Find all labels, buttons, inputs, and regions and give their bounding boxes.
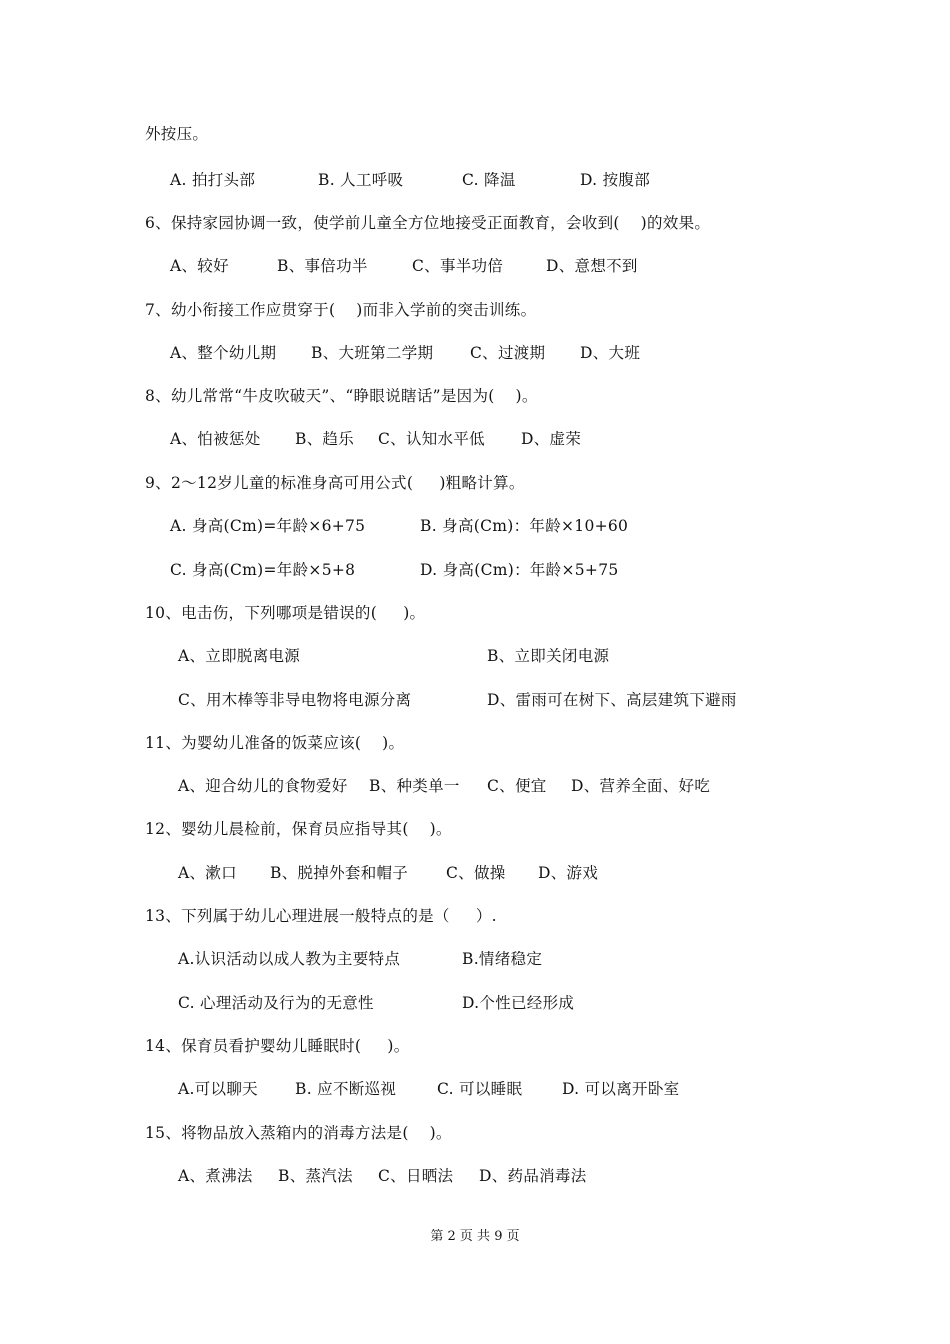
option-d: D.个性已经形成 [462, 994, 575, 1012]
option-a: A、怕被惩处 [170, 430, 261, 448]
option-b: B、蒸汽法 [278, 1167, 353, 1185]
option-b: B、大班第二学期 [311, 344, 434, 362]
option-c: C. 心理活动及行为的无意性 [178, 994, 374, 1012]
option-a: A、立即脱离电源 [178, 647, 301, 665]
question-continuation: 外按压。 [145, 125, 209, 143]
option-c: C. 可以睡眠 [437, 1080, 523, 1098]
option-d: D、药品消毒法 [479, 1167, 587, 1185]
option-c: C、认知水平低 [378, 430, 485, 448]
option-a: A、迎合幼儿的食物爱好 [178, 777, 348, 795]
option-c: C、用木棒等非导电物将电源分离 [178, 691, 412, 709]
option-d: D、营养全面、好吃 [571, 777, 711, 795]
q5-option-b: B. 人工呼吸 [318, 171, 404, 189]
option-b: B. 身高(Cm)：年龄×10+60 [420, 517, 629, 535]
option-d: D、虚荣 [521, 430, 582, 448]
option-b: B、事倍功半 [277, 257, 368, 275]
option-a: A. 身高(Cm)=年龄×6+75 [170, 517, 366, 535]
option-b: B、趋乐 [295, 430, 355, 448]
q5-option-c: C. 降温 [462, 171, 516, 189]
option-b: B.情绪稳定 [462, 950, 543, 968]
question-stem: 15、将物品放入蒸箱内的消毒方法是( )。 [145, 1124, 452, 1142]
option-a: A、较好 [170, 257, 229, 275]
page-number-footer: 第 2 页 共 9 页 [430, 1229, 520, 1244]
option-d: D、意想不到 [546, 257, 638, 275]
option-a: A.可以聊天 [178, 1080, 258, 1098]
option-c: C、日晒法 [378, 1167, 454, 1185]
question-stem: 10、电击伤，下列哪项是错误的( )。 [145, 604, 426, 622]
option-a: A、整个幼儿期 [170, 344, 277, 362]
question-stem: 14、保育员看护婴幼儿睡眠时( )。 [145, 1037, 410, 1055]
question-stem: 13、下列属于幼儿心理进展一般特点的是（ ）. [145, 907, 497, 925]
question-stem: 9、2～12岁儿童的标准身高可用公式( )粗略计算。 [145, 474, 525, 492]
option-d: D. 可以离开卧室 [562, 1080, 680, 1098]
option-c: C. 身高(Cm)=年龄×5+8 [170, 561, 356, 579]
option-c: C、过渡期 [470, 344, 546, 362]
option-b: B、种类单一 [369, 777, 460, 795]
option-c: C、做操 [446, 864, 506, 882]
option-b: B. 应不断巡视 [295, 1080, 397, 1098]
question-stem: 6、保持家园协调一致，使学前儿童全方位地接受正面教育，会收到( )的效果。 [145, 214, 711, 232]
option-d: D、游戏 [538, 864, 599, 882]
option-d: D、大班 [580, 344, 641, 362]
option-c: C、便宜 [487, 777, 547, 795]
option-d: D、雷雨可在树下、高层建筑下避雨 [487, 691, 737, 709]
q5-option-d: D. 按腹部 [580, 171, 651, 189]
q5-option-a: A. 拍打头部 [170, 171, 256, 189]
question-stem: 11、为婴幼儿准备的饭菜应该( )。 [145, 734, 405, 752]
question-stem: 12、婴幼儿晨检前，保育员应指导其( )。 [145, 820, 452, 838]
option-a: A、煮沸法 [178, 1167, 253, 1185]
option-a: A、漱口 [178, 864, 237, 882]
option-b: B、立即关闭电源 [487, 647, 610, 665]
option-a: A.认识活动以成人教为主要特点 [178, 950, 401, 968]
option-c: C、事半功倍 [412, 257, 504, 275]
question-stem: 7、幼小衔接工作应贯穿于( )而非入学前的突击训练。 [145, 301, 537, 319]
option-d: D. 身高(Cm)：年龄×5+75 [420, 561, 619, 579]
option-b: B、脱掉外套和帽子 [270, 864, 409, 882]
question-stem: 8、幼儿常常“牛皮吹破天”、“睁眼说瞎话”是因为( )。 [145, 387, 538, 405]
